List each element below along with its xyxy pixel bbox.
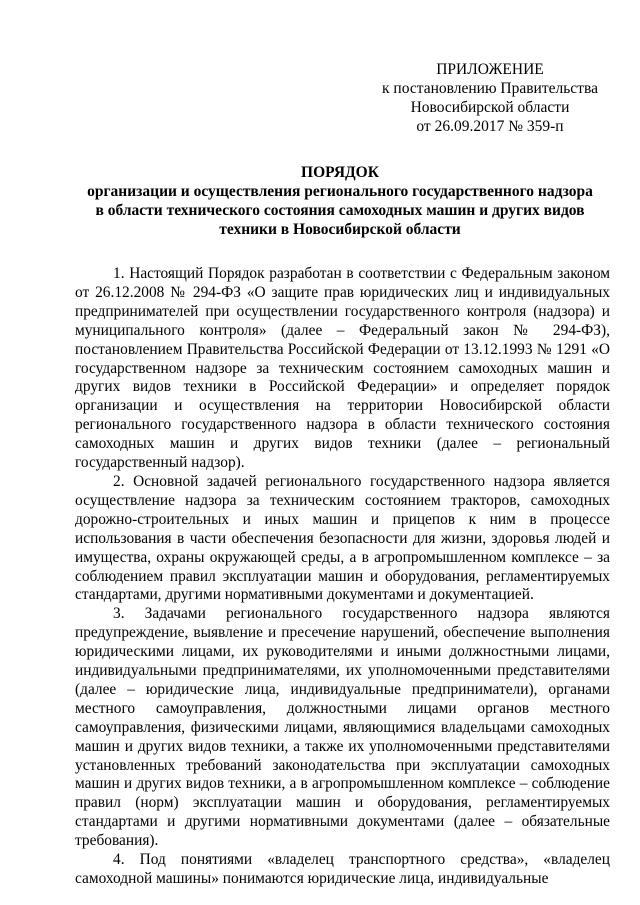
appendix-label: ПРИЛОЖЕНИЕ xyxy=(436,61,544,78)
title-heading: ПОРЯДОК xyxy=(301,164,379,181)
appendix-resolution: к постановлению Правительства xyxy=(382,80,598,97)
document-body xyxy=(75,265,610,889)
title-line-2: в области технического состояния самоходных машин и других видов xyxy=(95,202,585,219)
title-line-1: организации и осуществления регионального государственного надзора xyxy=(87,183,593,200)
paragraph-3: 3. Задачами регионального государственного надзора являются предупреждение, выявление и пресечение нарушений, обеспечение выполнения юридическими лицами, их руководителями и иными должностными лицами, индивидуальными предпринимателями, их уполномоченными представителями (далее – юридические лица, индивидуальные предприниматели), органами местного самоуправления, должностными лицами органов местного самоуправления, физическими лицами, являющимися владельцами самоходных машин и других видов техники, а также их уполномоченными представителями установленных требований законодательства при эксплуатации самоходных машин и других видов техники, а в агропромышленном комплексе – соблюдение правил (норм) эксплуатации машин и оборудования, регламентируемых стандартами и другими нормативными документами (далее – обязательные требования). xyxy=(75,605,610,850)
title-line-3: техники в Новосибирской области xyxy=(219,221,461,238)
paragraph-4: 4. Под понятиями «владелец транспортного средства», «владелец самоходной машины» понимаются юридические лица, индивидуальные xyxy=(75,851,610,887)
appendix-region: Новосибирской области xyxy=(410,99,570,116)
paragraph-2: 2. Основной задачей регионального государственного надзора является осуществление надзора за техническим состоянием тракторов, самоходных дорожно-строительных и иных машин и прицепов к ним в процессе использования в части обеспечения безопасности для жизни, здоровья людей и имущества, охраны окружающей среды, а в агропромышленном комплексе – за соблюдением правил эксплуатации машин и оборудования, регламентируемых стандартами, другими нормативными документами и документацией. xyxy=(75,472,610,604)
appendix-date-number: от 26.09.2017 № 359-п xyxy=(416,118,564,135)
document-title xyxy=(70,163,610,239)
paragraph-1: 1. Настоящий Порядок разработан в соответствии с Федеральным законом от 26.12.2008 № 294-ФЗ «О защите прав юридических лиц и индивидуальных предпринимателей при осуществлении государственного контроля (надзора) и муниципального контроля» (далее – Федеральный закон № 294-ФЗ), постановлением Правительства Российской Федерации от 13.12.1993 № 1291 «О государственном надзоре за техническим состоянием самоходных машин и других видов техники в Российской Федерации» и определяет порядок организации и осуществления на территории Новосибирской области регионального государственного надзора в области технического состояния самоходных машин и других видов техники (далее – региональный государственный надзор). xyxy=(75,265,610,472)
appendix-header xyxy=(380,60,600,136)
